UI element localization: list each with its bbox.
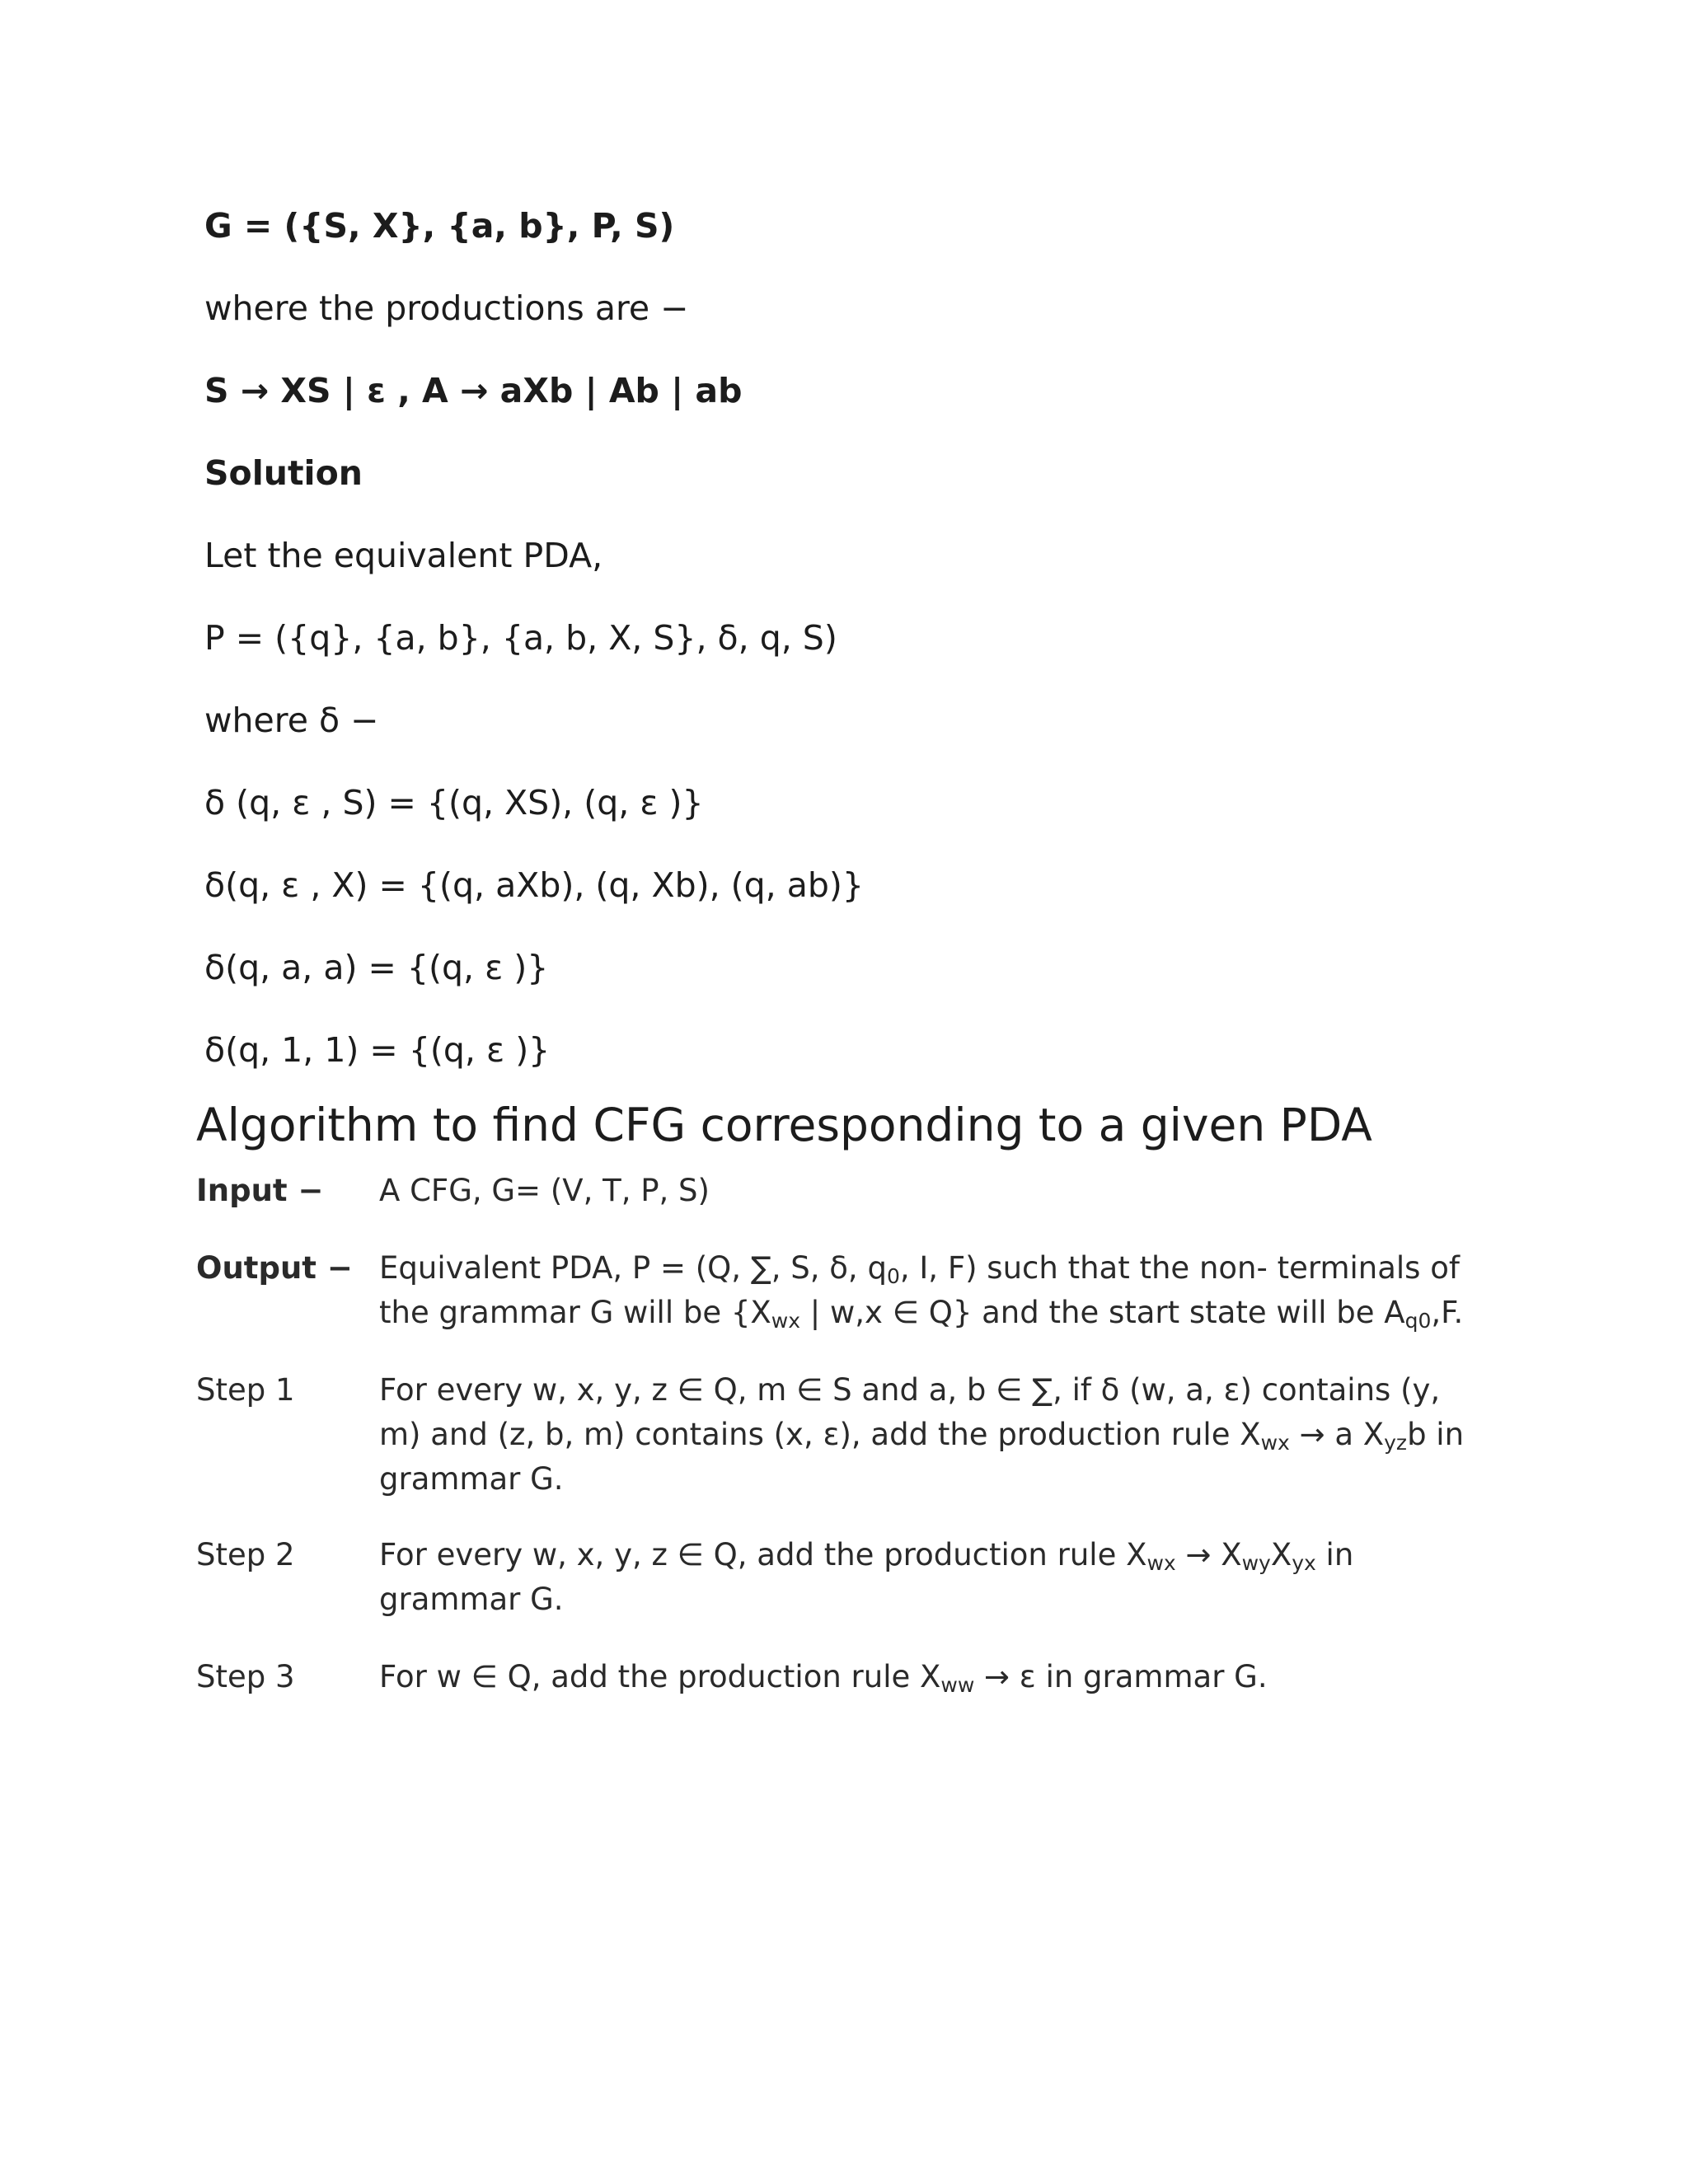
delta-rule-2: δ(q, ε , X) = {(q, aXb), (q, Xb), (q, ab)} [204,865,864,905]
output-label: Output − [196,1250,353,1286]
step2-text: For every w, x, y, z ∈ Q, add the production rule $X_{wx} \to X_{wy}X_{yx}$ in grammar G. [379,1537,1354,1617]
output-text: Equivalent PDA, P = (Q, ∑, S, δ, $q_0$, I, F) such that the non- terminals of the grammar G will be {$X_{wx}$ | w,x ∈ Q} and the start state will be $A_{q0},F$. [379,1250,1464,1333]
delta-intro: where δ − [204,701,379,740]
pda-intro: Let the equivalent PDA, [204,536,603,575]
input-label: Input − [196,1173,324,1208]
step1-label: Step 1 [196,1372,295,1408]
step2-label: Step 2 [196,1537,295,1572]
step3-label: Step 3 [196,1659,295,1694]
grammar-definition: G = ({S, X}, {a, b}, P, S) [204,206,675,246]
productions-intro: where the productions are − [204,288,689,328]
pda-definition: P = ({q}, {a, b}, {a, b, X, S}, δ, q, S) [204,618,837,658]
step2-row [196,1533,1482,1622]
algorithm-heading: Algorithm to find CFG corresponding to a given PDA [196,1099,1372,1151]
delta-rule-1: δ (q, ε , S) = {(q, XS), (q, ε )} [204,783,704,823]
delta-rule-4: δ(q, 1, 1) = {(q, ε )} [204,1030,551,1070]
output-row [196,1246,1482,1335]
step3-text: For w ∈ Q, add the production rule $X_{ww} \to \varepsilon$ in grammar G. [379,1659,1268,1697]
step3-row [196,1655,1482,1699]
input-row [196,1169,1482,1213]
productions-rule: S → XS | ε , A → aXb | Ab | ab [204,371,743,410]
step1-row [196,1368,1482,1502]
step1-text: For every w, x, y, z ∈ Q, m ∈ S and a, b ∈ ∑, if δ (w, a, ε) contains (y, m) and (z, b, m) contains (x, ε), add the production rule $X_{wx} \to a$ $X_{yz}b$ in grammar G. [379,1372,1465,1497]
solution-label: Solution [204,453,363,493]
input-text: A CFG, G= (V, T, P, S) [379,1173,710,1208]
delta-rule-3: δ(q, a, a) = {(q, ε )} [204,948,549,987]
